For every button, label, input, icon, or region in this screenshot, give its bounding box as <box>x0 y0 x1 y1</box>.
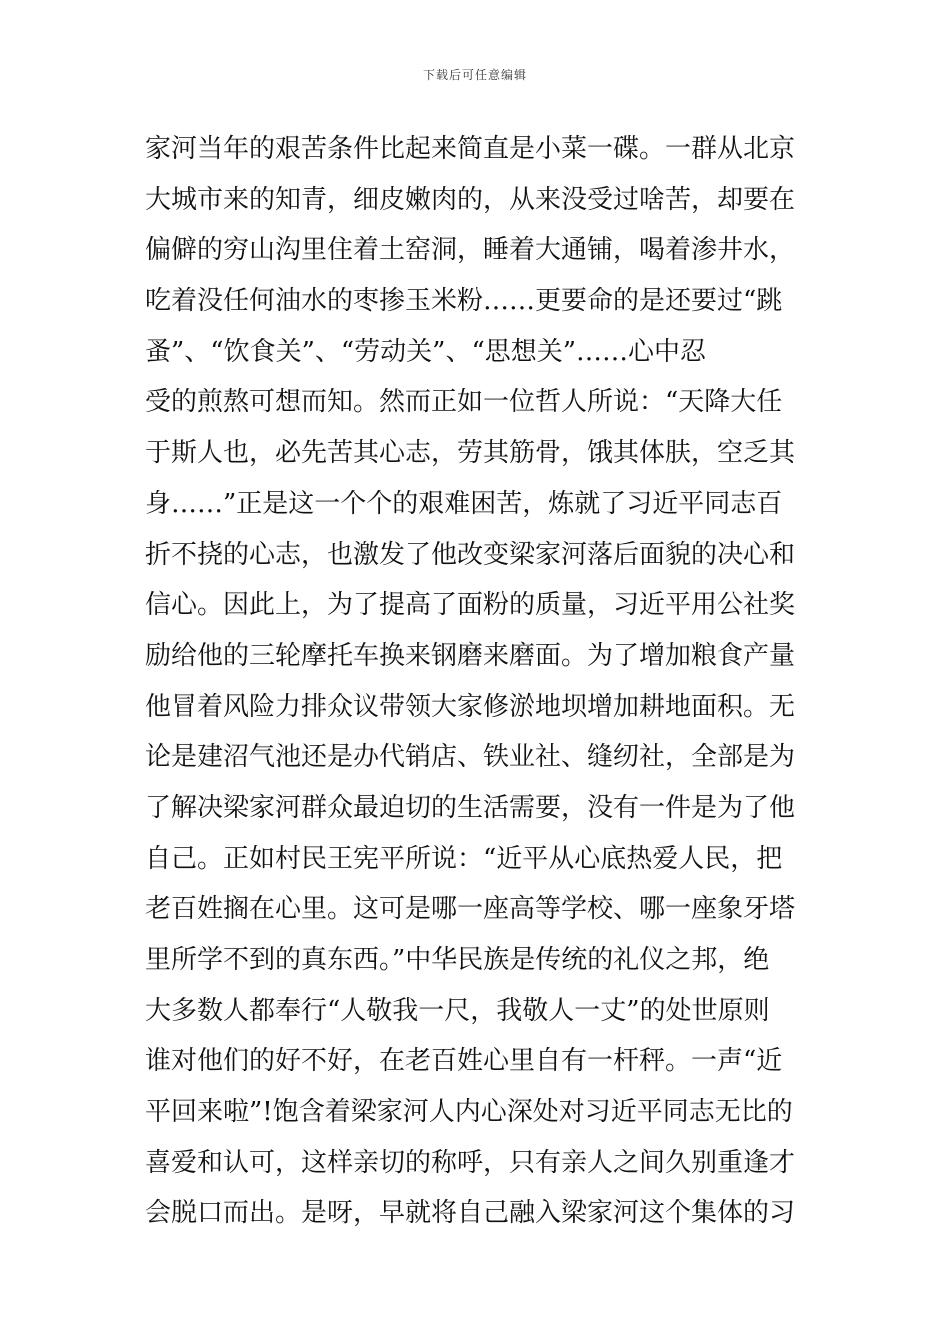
text-line: 于斯人也，必先苦其心志，劳其筋骨，饿其体肤，空乏其 <box>145 438 796 469</box>
text-line: 家河当年的艰苦条件比起来简直是小菜一碟。一群从北京 <box>145 134 796 164</box>
text-line: 论是建沼气池还是办代销店、铁业社、缝纫社，全部是为 <box>145 742 796 773</box>
text-line: 他冒着风险力排众议带领大家修淤地坝增加耕地面积。无 <box>145 691 796 722</box>
text-line: 大多数人都奉行“人敬我一尺，我敬人一丈”的处世原则 <box>145 995 770 1026</box>
text-line: 老百姓搁在心里。这可是哪一座高等学校、哪一座象牙塔 <box>145 894 796 925</box>
text-line: 偏僻的穷山沟里住着土窑洞，睡着大通铺，喝着渗井水， <box>145 235 796 266</box>
page-header: 下载后可任意编辑 <box>422 68 527 82</box>
text-line: 谁对他们的好不好，在老百姓心里自有一杆秤。一声“近 <box>145 1046 783 1077</box>
text-line: 受的煎熬可想而知。然而正如一位哲人所说：“天降大任 <box>145 387 783 418</box>
text-line: 折不挠的心志，也激发了他改变梁家河落后面貌的决心和 <box>145 539 796 570</box>
text-line: 吃着没任何油水的枣掺玉米粉……更要命的是还要过“跳 <box>145 286 783 317</box>
text-line: 信心。因此上，为了提高了面粉的质量，习近平用公社奖 <box>145 590 796 621</box>
text-line: 自己。正如村民王宪平所说：“近平从心底热爱人民，把 <box>145 843 783 874</box>
text-line: 里所学不到的真东西。”中华民族是传统的礼仪之邦，绝 <box>145 945 770 975</box>
text-line: 身……”正是这一个个的艰难困苦，炼就了习近平同志百 <box>145 488 783 519</box>
document-body <box>145 124 813 1239</box>
text-line: 了解决梁家河群众最迫切的生活需要，没有一件是为了他 <box>145 792 796 823</box>
text-line: 蚤”、“饮食关”、“劳动关”、“思想关”……心中忍 <box>145 336 707 367</box>
text-line: 会脱口而出。是呀，早就将自己融入梁家河这个集体的习 <box>145 1198 796 1229</box>
text-line: 励给他的三轮摩托车换来钢磨来磨面。为了增加粮食产量 <box>145 640 796 671</box>
text-line: 大城市来的知青，细皮嫩肉的，从来没受过啥苦，却要在 <box>145 184 796 215</box>
text-line: 平回来啦”!饱含着梁家河人内心深处对习近平同志无比的 <box>145 1097 793 1128</box>
text-line: 喜爱和认可，这样亲切的称呼，只有亲人之间久别重逢才 <box>145 1147 796 1178</box>
